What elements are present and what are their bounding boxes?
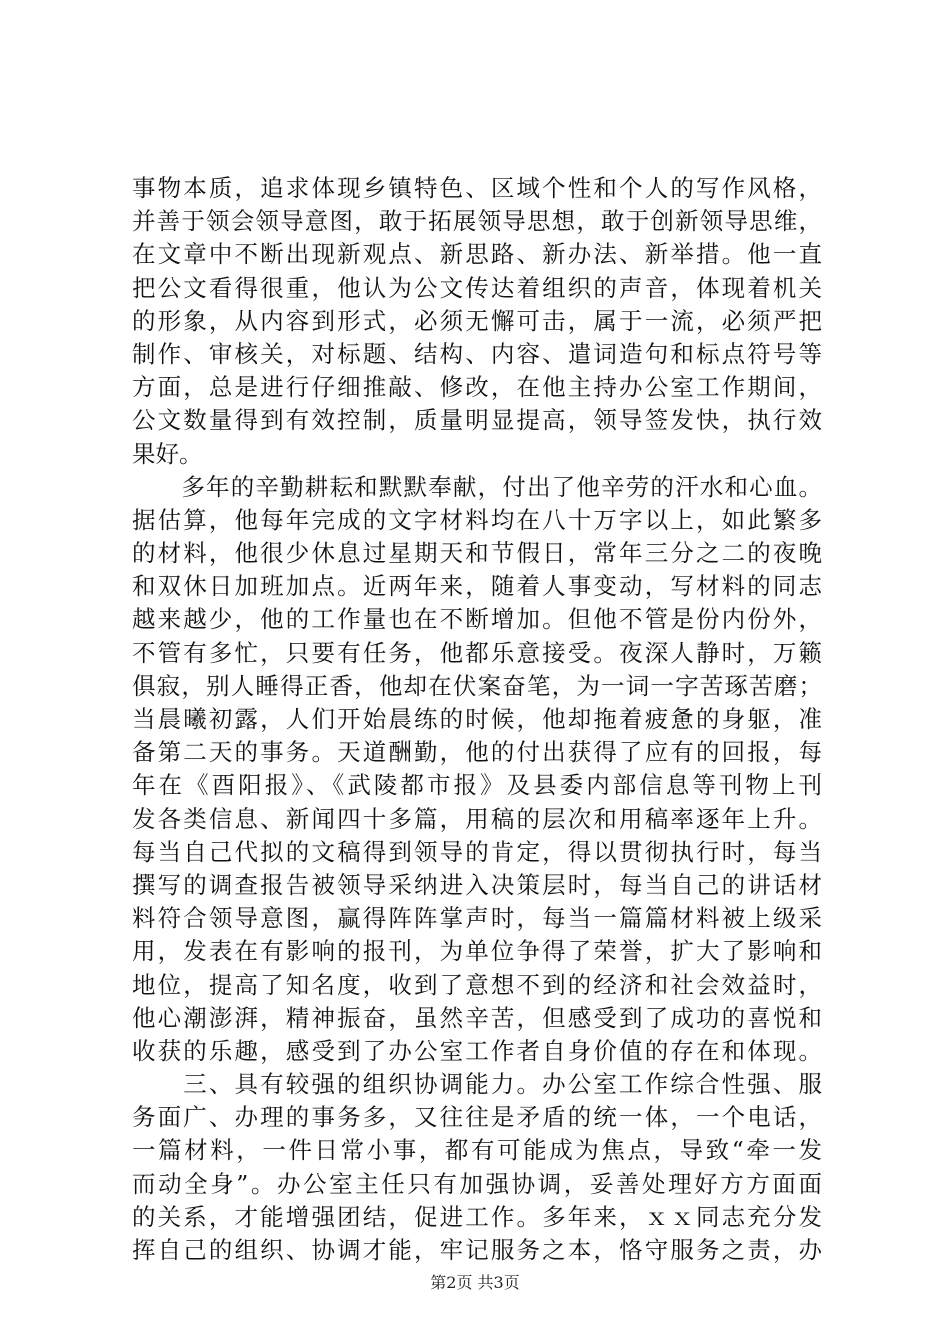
text-line: 用，发表在有影响的报刊，为单位争得了荣誉，扩大了影响和 <box>132 937 822 966</box>
text-line: 并善于领会领导意图，敢于拓展领导思想，敢于创新领导思维， <box>132 207 822 236</box>
text-line: 收获的乐趣，感受到了办公室工作者自身价值的存在和体现。 <box>132 1036 822 1065</box>
text-line: 在文章中不断出现新观点、新思路、新办法、新举措。他一直 <box>132 240 822 269</box>
text-line: 的形象，从内容到形式，必须无懈可击，属于一流，必须严把 <box>132 306 822 335</box>
body-text <box>132 172 822 1267</box>
text-line: 不管有多忙，只要有任务，他都乐意接受。夜深人静时，万籁 <box>132 638 822 667</box>
text-line: 料符合领导意图，赢得阵阵掌声时，每当一篇篇材料被上级采 <box>132 904 822 933</box>
text-line: 撰写的调查报告被领导采纳进入决策层时，每当自己的讲话材 <box>132 870 822 899</box>
text-line: 每当自己代拟的文稿得到领导的肯定，得以贯彻执行时，每当 <box>132 837 822 866</box>
text-line: 据估算，他每年完成的文字材料均在八十万字以上，如此繁多 <box>132 505 822 534</box>
text-line: 方面，总是进行仔细推敲、修改，在他主持办公室工作期间， <box>132 373 822 402</box>
text-line: 果好。 <box>132 439 203 468</box>
text-line: 事物本质，追求体现乡镇特色、区域个性和个人的写作风格， <box>132 174 822 202</box>
text-line: 越来越少，他的工作量也在不断增加。但他不管是份内份外， <box>132 605 822 634</box>
page-number-footer: 第2页 共3页 <box>430 1273 520 1292</box>
text-line: 公文数量得到有效控制，质量明显提高，领导签发快，执行效 <box>132 406 822 435</box>
text-line: 一篇材料，一件日常小事，都有可能成为焦点，导致“牵一发 <box>132 1136 822 1165</box>
text-line: 制作、审核关，对标题、结构、内容、遣词造句和标点符号等 <box>132 339 822 368</box>
text-line: 务面广、办理的事务多，又往往是矛盾的统一体，一个电话， <box>132 1103 822 1132</box>
text-line: 三、具有较强的组织协调能力。办公室工作综合性强、服 <box>132 1070 822 1099</box>
text-line: 和双休日加班加点。近两年来，随着人事变动，写材料的同志 <box>132 572 822 601</box>
text-line: 地位，提高了知名度，收到了意想不到的经济和社会效益时， <box>132 970 822 999</box>
text-line: 俱寂，别人睡得正香，他却在伏案奋笔，为一词一字苦琢苦磨； <box>132 671 822 700</box>
text-line: 他心潮澎湃，精神振奋，虽然辛苦，但感受到了成功的喜悦和 <box>132 1003 822 1032</box>
text-line: 而动全身”。办公室主任只有加强协调，妥善处理好方方面面 <box>132 1169 822 1198</box>
text-line: 年在《酉阳报》、《武陵都市报》及县委内部信息等刊物上刊 <box>132 771 822 800</box>
text-line: 多年的辛勤耕耘和默默奉献，付出了他辛劳的汗水和心血。 <box>132 472 822 501</box>
text-line: 的关系，才能增强团结，促进工作。多年来，ｘｘ同志充分发 <box>132 1202 822 1231</box>
text-line: 把公文看得很重，他认为公文传达着组织的声音，体现着机关 <box>132 273 822 302</box>
text-line: 当晨曦初露，人们开始晨练的时候，他却拖着疲惫的身躯，准 <box>132 705 822 733</box>
text-line: 的材料，他很少休息过星期天和节假日，常年三分之二的夜晚 <box>132 539 822 568</box>
text-line: 挥自己的组织、协调才能，牢记服务之本，恪守服务之责，办 <box>132 1236 822 1264</box>
text-line: 发各类信息、新闻四十多篇，用稿的层次和用稿率逐年上升。 <box>132 804 822 833</box>
text-line: 备第二天的事务。天道酬勤，他的付出获得了应有的回报，每 <box>132 738 822 767</box>
